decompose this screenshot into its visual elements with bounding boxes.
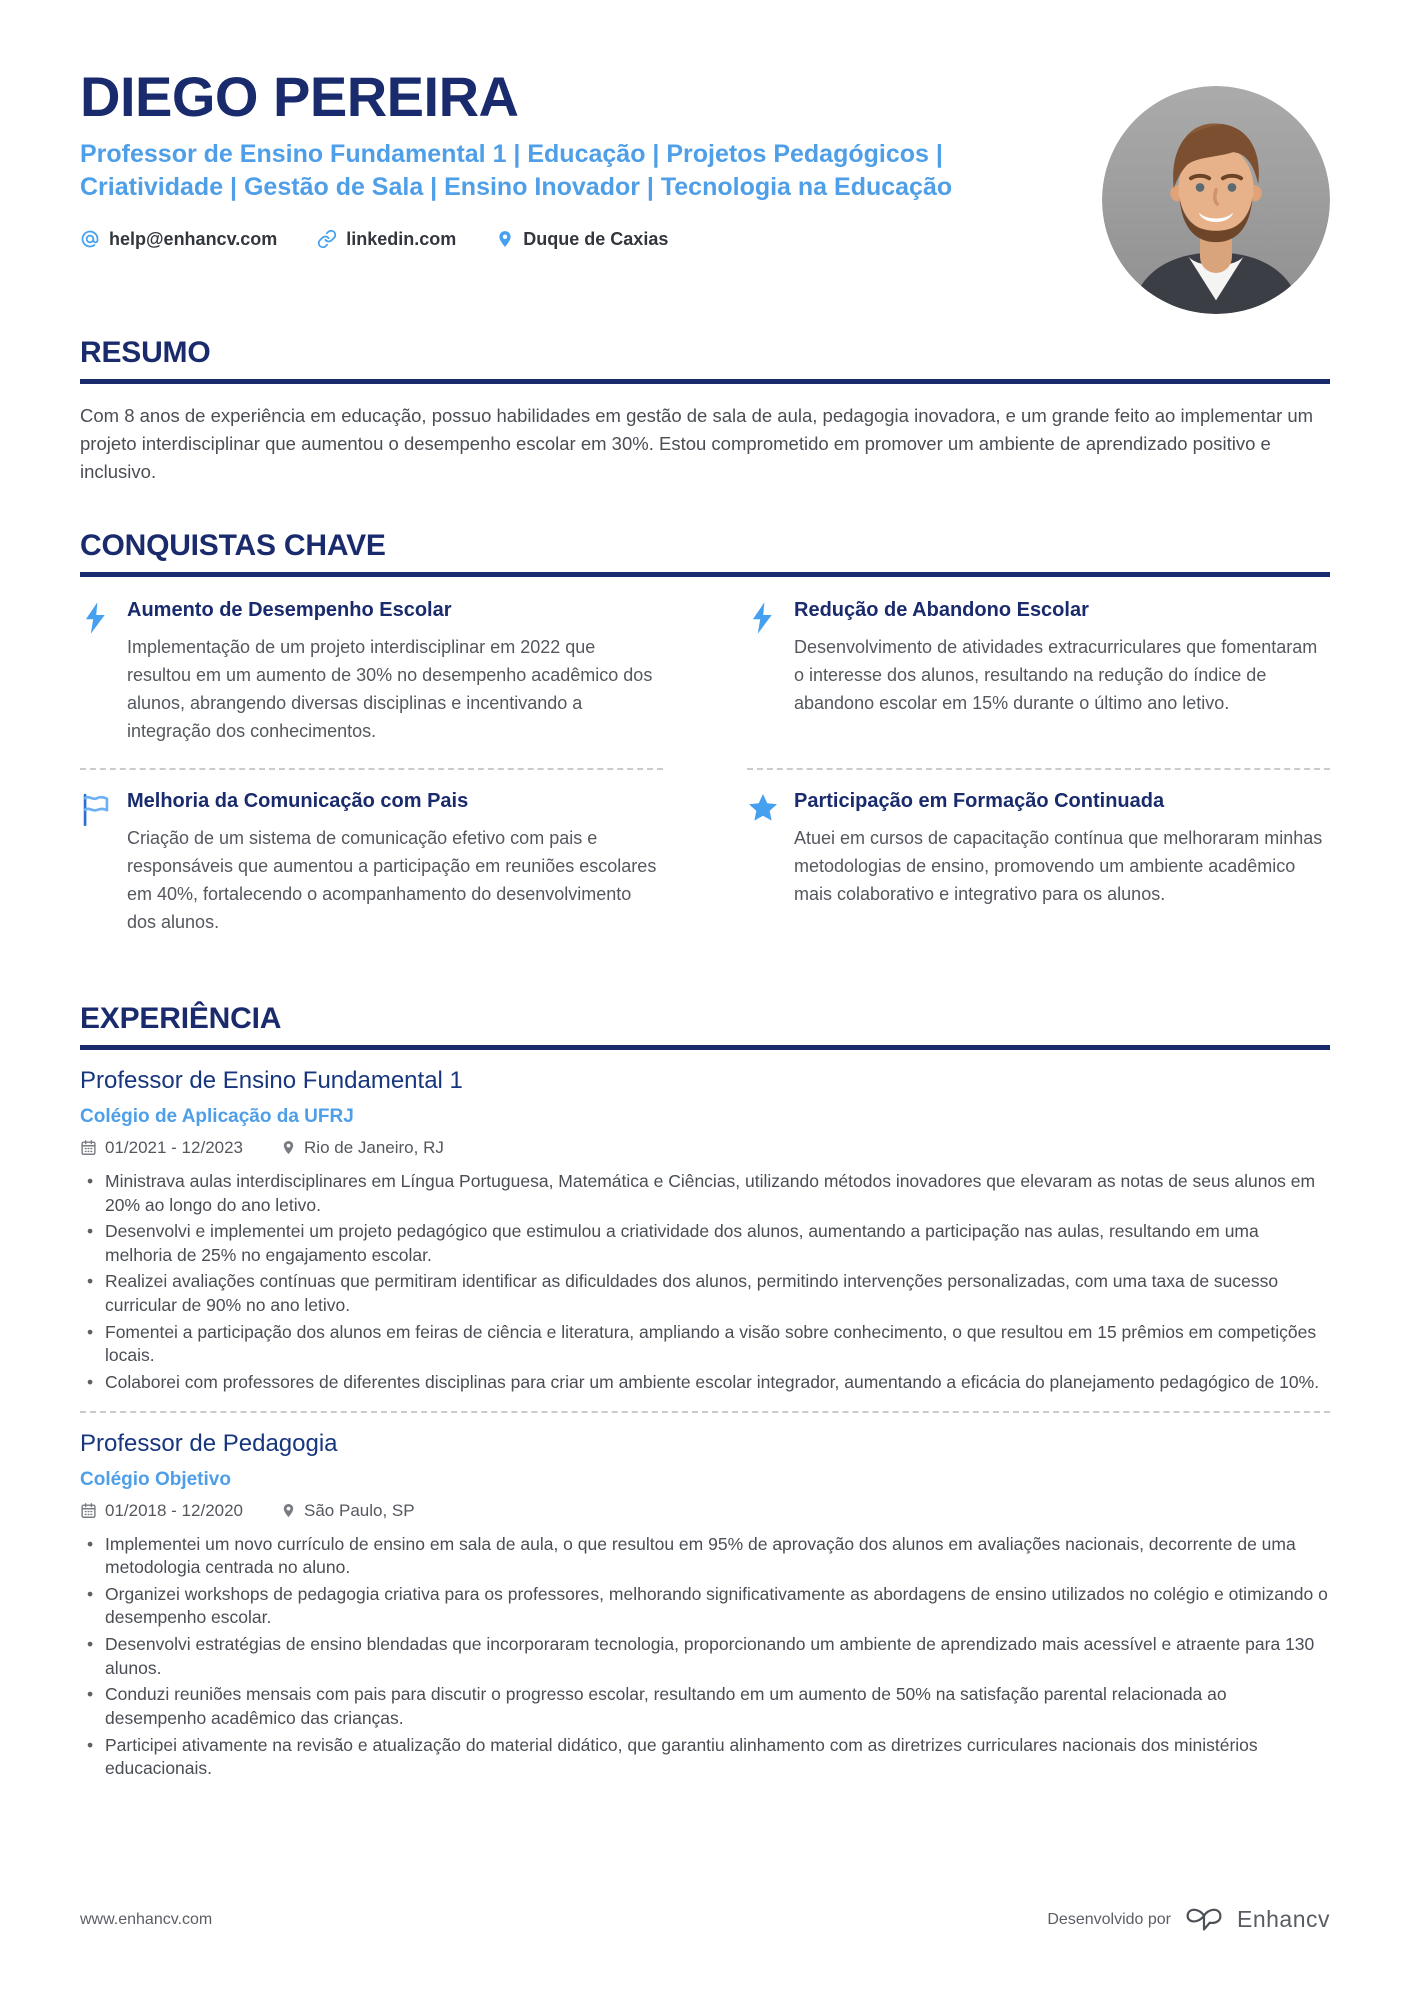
achievement-title: Participação em Formação Continuada (794, 789, 1165, 812)
brand-name: Enhancv (1236, 1906, 1330, 1932)
job-dates (80, 1138, 243, 1158)
achievement-title: Melhoria da Comunicação com Pais (127, 789, 469, 812)
achievement-description: Criação de um sistema de comunicação efetivo com pais e responsáveis que aumentou a participação em reuniões escolares em 40%, fortalecendo o acompanhamento do desenvolvimento dos alunos. (127, 827, 657, 932)
resumo-heading: RESUMO (80, 336, 1330, 384)
link-icon (317, 229, 337, 249)
job-entry (80, 1413, 1330, 1781)
achievement-content (127, 790, 663, 936)
job-company: Colégio Objetivo (80, 1468, 231, 1490)
achievement-item (80, 583, 663, 769)
achievement-description: Atuei em cursos de capacitação contínua que melhoraram minhas metodologias de ensino, promovendo um ambiente acadêmico mais colaborativo e integrativo para os alunos. (794, 827, 1323, 904)
job-title: Professor de Pedagogia (80, 1429, 338, 1457)
job-bullet: • Participei ativamente na revisão e atualização do material didático, que garantiu alinhamento com as diretrizes curriculares nacionais dos ministérios educacionais. (80, 1734, 1330, 1781)
job-bullets (80, 1533, 1330, 1781)
job-location-text: Rio de Janeiro, RJ (304, 1137, 444, 1157)
candidate-name: DIEGO PEREIRA (80, 65, 519, 128)
job-dates-text: 01/2021 - 12/2023 (105, 1137, 244, 1157)
avatar-illustration (1102, 86, 1330, 314)
section-experiencia (80, 1002, 1330, 1781)
job-bullet: • Realizei avaliações contínuas que permitiram identificar as dificuldades dos alunos, permitindo intervenções personalizadas, com uma taxa de sucesso curricular de 90% no ano letivo. (80, 1270, 1330, 1317)
powered-by-label: Desenvolvido por (1047, 1910, 1171, 1928)
achievement-title: Aumento de Desempenho Escolar (127, 599, 452, 622)
header-identity (80, 65, 1090, 314)
job-location (281, 1138, 444, 1158)
achievement-item (80, 770, 663, 958)
job-location-text: São Paulo, SP (304, 1500, 415, 1520)
achievement-description: Implementação de um projeto interdisciplinar em 2022 que resultou em um aumento de 30% no desempenho acadêmico dos alunos, abrangendo diversas disciplinas e incentivando a integração dos conhecimentos. (127, 637, 653, 742)
flag-icon (80, 790, 112, 936)
calendar-icon (80, 1502, 97, 1519)
achievement-content (127, 599, 663, 745)
location-pin-icon (496, 229, 514, 249)
job-meta (80, 1138, 1330, 1158)
experiencia-heading: EXPERIÊNCIA (80, 1002, 1330, 1050)
resumo-text: Com 8 anos de experiência em educação, possuo habilidades em gestão de sala de aula, pedagogia inovadora, e um grande feito ao implementar um projeto interdisciplinar que aumentou o desempenho escolar em 30%. Estou comprometido em promover um ambiente de aprendizado positivo e inclusivo. (80, 405, 1314, 482)
avatar (1102, 86, 1330, 314)
contact-location (496, 229, 668, 250)
candidate-headline: Professor de Ensino Fundamental 1 | Educação | Projetos Pedagógicos | Criatividade | Gestão de Sala | Ensino Inovador | Tecnologia na Educação (80, 140, 953, 202)
contact-linkedin-text: linkedin.com (346, 228, 457, 249)
job-location (281, 1501, 415, 1521)
conquistas-heading: CONQUISTAS CHAVE (80, 529, 1330, 577)
calendar-icon (80, 1139, 97, 1156)
section-conquistas (80, 529, 1330, 958)
enhancv-logo-icon (1181, 1902, 1227, 1937)
footer-brand[interactable] (1047, 1902, 1330, 1937)
location-pin-icon (281, 1139, 296, 1156)
job-bullet: • Desenvolvi estratégias de ensino blendadas que incorporaram tecnologia, proporcionando um ambiente de aprendizado mais acessível e atraente para 130 alunos. (80, 1633, 1330, 1680)
job-dates (80, 1501, 243, 1521)
contact-linkedin[interactable] (317, 229, 456, 250)
achievement-description: Desenvolvimento de atividades extracurriculares que fomentaram o interesse dos alunos, resultando na redução do índice de abandono escolar em 15% durante o último ano letivo. (794, 637, 1318, 714)
job-bullet: • Organizei workshops de pedagogia criativa para os professores, melhorando significativamente as abordagens de ensino utilizados no colégio e otimizando o desempenho escolar. (80, 1583, 1330, 1630)
job-bullet: • Colaborei com professores de diferentes disciplinas para criar um ambiente escolar integrador, aumentando a eficácia do planejamento pedagógico de 10%. (80, 1371, 1330, 1395)
achievement-content (794, 599, 1330, 745)
job-company: Colégio de Aplicação da UFRJ (80, 1105, 354, 1127)
achievement-item (747, 583, 1330, 769)
job-bullets (80, 1170, 1330, 1395)
achievement-item (747, 770, 1330, 958)
achievement-content (794, 790, 1330, 936)
footer (80, 1902, 1330, 1937)
job-dates-text: 01/2018 - 12/2020 (105, 1500, 244, 1520)
job-title: Professor de Ensino Fundamental 1 (80, 1066, 463, 1094)
job-bullet: • Desenvolvi e implementei um projeto pedagógico que estimulou a criatividade dos alunos, aumentando a participação nas aulas, resultando em uma melhoria de 25% no engajamento escolar. (80, 1220, 1330, 1267)
lightning-icon (747, 599, 779, 745)
job-bullet: • Ministrava aulas interdisciplinares em Língua Portuguesa, Matemática e Ciências, utilizando métodos inovadores que elevaram as notas de seus alunos em 20% ao longo do ano letivo. (80, 1170, 1330, 1217)
header (80, 0, 1330, 314)
achievements-grid (80, 583, 1330, 958)
contact-email-text: help@enhancv.com (109, 228, 278, 249)
achievement-title: Redução de Abandono Escolar (794, 599, 1089, 622)
lightning-icon (80, 599, 112, 745)
location-pin-icon (281, 1502, 296, 1519)
job-bullet: • Conduzi reuniões mensais com pais para discutir o progresso escolar, resultando em um aumento de 50% na satisfação parental relacionada ao desempenho acadêmico das crianças. (80, 1683, 1330, 1730)
star-icon (747, 790, 779, 936)
footer-website-link[interactable]: www.enhancv.com (80, 1910, 213, 1928)
contact-email[interactable] (80, 229, 277, 250)
job-meta (80, 1501, 1330, 1521)
job-bullet: • Implementei um novo currículo de ensino em sala de aula, o que resultou em 95% de aprovação dos alunos em avaliações nacionais, decorrente de uma metodologia centrada no aluno. (80, 1533, 1330, 1580)
job-entry (80, 1050, 1330, 1395)
at-icon (80, 229, 100, 249)
section-resumo (80, 336, 1330, 485)
contact-row (80, 229, 1090, 250)
contact-location-text: Duque de Caxias (523, 228, 669, 249)
job-bullet: • Fomentei a participação dos alunos em feiras de ciência e literatura, ampliando a visão sobre conhecimento, o que resultou em 15 prêmios em competições locais. (80, 1321, 1330, 1368)
